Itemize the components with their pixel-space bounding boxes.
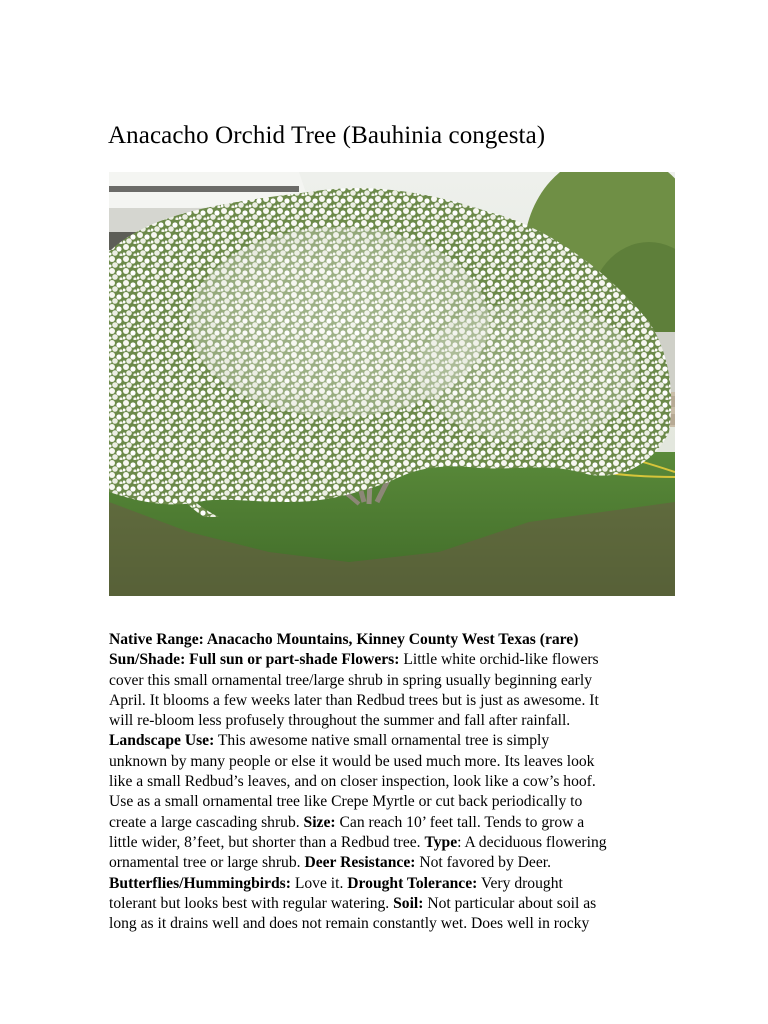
drought-label: Drought Tolerance: [347,874,478,892]
page-title: Anacacho Orchid Tree (Bauhinia congesta) [108,122,546,149]
text-line-11 [109,833,679,853]
butterflies-label: Butterflies/Hummingbirds: [109,874,291,892]
deer-label: Deer Resistance: [304,854,416,872]
deer-text-1: Not favored by Deer. [415,854,551,872]
type-text-1: : A deciduous flowering [457,833,607,851]
type-label: Type [424,833,458,851]
landscape-text-3: like a small Redbud’s leaves, and on closer inspection, look like a cow’s hoof. [109,773,596,791]
landscape-text-5: create a large cascading shrub. [109,813,304,831]
landscape-text-1: This awesome native small ornamental tree is simply [214,732,550,750]
text-line-13 [109,874,679,894]
flowers-label: Flowers: [341,651,400,669]
soil-text-1: Not particular about soil as [423,894,597,912]
size-text-1: Can reach 10’ feet tall. Tends to grow a [335,813,585,831]
landscape-text-4: Use as a small ornamental tree like Crepe Myrtle or cut back periodically to [109,793,583,811]
size-text-2: little wider, 8’feet, but shorter than a Redbud tree. [109,833,425,851]
size-label: Size: [303,813,336,831]
flowers-text-3: April. It blooms a few weeks later than Redbud trees but is just as awesome. It [109,691,599,709]
soil-label: Soil: [393,894,424,912]
flowers-text-2: cover this small ornamental tree/large shrub in spring usually beginning early [109,671,592,689]
type-text-2: ornamental tree or large shrub. [109,854,305,872]
text-line-12 [109,853,679,873]
flowers-text-1: Little white orchid-like flowers [399,651,599,669]
drought-text-1: Very drought [477,874,563,892]
text-line-1 [109,630,679,650]
text-line-14 [109,894,679,914]
text-line-6 [109,731,679,751]
native-range-label: Native Range: Anacacho Mountains, Kinney County West Texas (rare) [109,631,579,648]
landscape-text-2: unknown by many people or else it would be used much more. Its leaves look [109,752,595,770]
tree-photo [109,172,675,596]
text-line-2 [109,650,679,670]
drought-text-2: tolerant but looks best with regular watering. [109,894,394,912]
flowers-text-4: will re-bloom less profusely throughout the summer and fall after rainfall. [109,712,571,730]
landscape-label: Landscape Use: [109,732,215,750]
text-line-10 [109,813,679,833]
sunshade-label: Sun/Shade: Full sun or part-shade [109,651,338,669]
soil-text-2: long as it drains well and does not remain constantly wet. Does well in rocky [109,915,590,933]
butterflies-text-1: Love it. [290,874,348,892]
plant-description [109,630,679,934]
